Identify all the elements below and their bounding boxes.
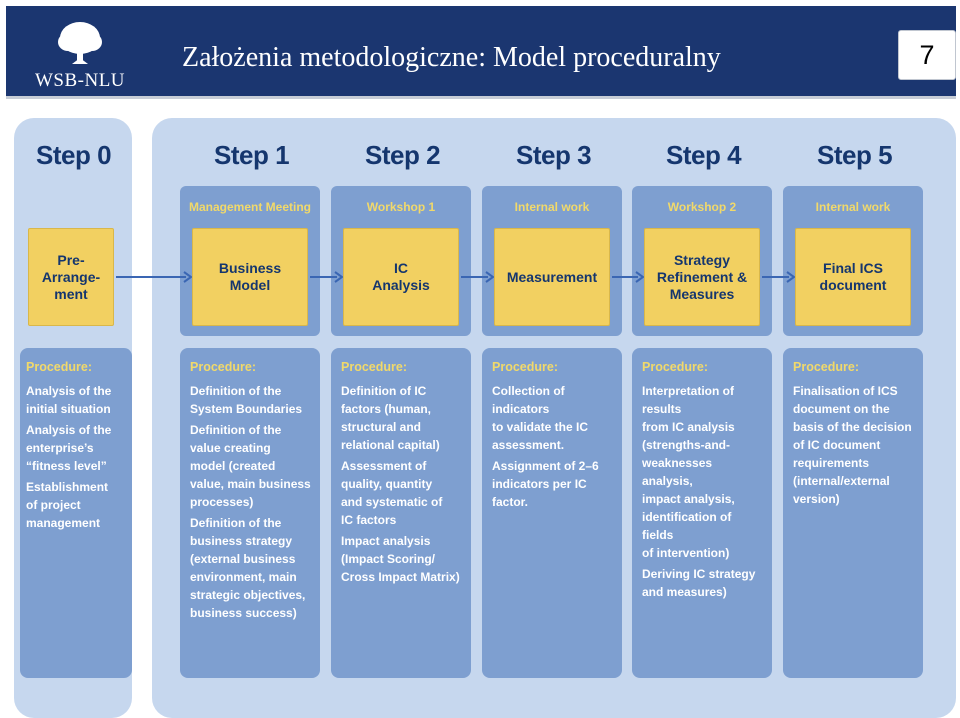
procedure-label: Procedure: (793, 360, 859, 374)
procedure-line: business strategy (190, 534, 293, 548)
step-box-line: Measures (669, 285, 735, 302)
step-box (644, 228, 760, 326)
procedure-line: Establishment (26, 480, 109, 494)
step-box-line: Strategy (673, 251, 730, 268)
procedure-label: Procedure: (492, 360, 558, 374)
procedure-line: model (created (190, 459, 276, 473)
procedure-line: factors (human, (341, 402, 432, 416)
logo-text: WSB-NLU (34, 70, 126, 91)
procedure-line: Interpretation of results (642, 384, 734, 416)
step-box-label (42, 252, 100, 303)
step-box (192, 228, 308, 326)
arrow-icon (459, 271, 494, 283)
tree-icon (20, 18, 140, 70)
procedure-line: Definition of the (190, 423, 282, 437)
procedure-line: “fitness level” (26, 459, 107, 473)
procedure-card (20, 348, 132, 678)
step-title: Step 3 (516, 140, 592, 170)
procedure-line: Assessment of (341, 459, 427, 473)
procedure-line: quality, quantity (341, 477, 433, 491)
step-header: Management Meeting (188, 200, 311, 214)
step-box (28, 228, 114, 326)
slide-header (6, 6, 956, 96)
procedure-line: Collection of indicators (492, 384, 565, 416)
procedure-line: and measures) (642, 585, 727, 599)
header-divider (6, 96, 956, 99)
procedure-line: System Boundaries (190, 402, 303, 416)
procedure-line: (internal/external (793, 474, 890, 488)
procedure-card (482, 348, 622, 678)
procedure-line: basis of the decision (793, 420, 912, 434)
procedure-line: requirements (793, 456, 870, 470)
step-title: Step 1 (214, 140, 290, 170)
procedure-line: strategic objectives, (190, 588, 306, 602)
procedure-line: environment, main (190, 570, 297, 584)
procedure-line: structural and (341, 420, 422, 434)
step-header: Workshop 2 (667, 200, 737, 214)
step-box-line: Refinement & (656, 268, 748, 285)
procedure-label: Procedure: (26, 360, 92, 374)
step-box-line: Analysis (372, 277, 430, 293)
step-title: Step 0 (36, 140, 112, 170)
procedure-line: impact analysis, (642, 492, 735, 506)
procedure-card (180, 348, 320, 678)
procedure-line: identification of fields (642, 510, 732, 542)
step-box-line: Arrange- (41, 268, 101, 285)
step-box-label (507, 269, 597, 286)
procedure-line: business success) (190, 606, 297, 620)
step-title: Step 4 (666, 140, 742, 170)
step-box-label (657, 252, 747, 303)
procedure-line: Definition of the (190, 384, 282, 398)
procedure-line: Definition of IC (341, 384, 427, 398)
procedure-line: processes) (190, 495, 254, 509)
procedure-line: (strengths-and- (642, 438, 730, 452)
wsb-nlu-logo (20, 18, 140, 94)
procedure-line: Definition of the (190, 516, 282, 530)
procedure-line: version) (793, 492, 840, 506)
arrow-icon (760, 271, 795, 283)
procedural-model-diagram (0, 110, 960, 716)
procedure-line: Cross Impact Matrix) (341, 570, 460, 584)
page-number: 7 (898, 30, 956, 80)
step-box (494, 228, 610, 326)
step-box-label (372, 260, 430, 294)
procedure-label: Procedure: (642, 360, 708, 374)
procedure-line: value, main business (190, 477, 311, 491)
step-box-line: Business (218, 260, 282, 276)
procedure-line: initial situation (26, 402, 111, 416)
procedure-line: enterprise’s (26, 441, 94, 455)
procedure-line: document on the (793, 402, 890, 416)
arrow-icon (114, 271, 192, 283)
step-box-line: Final ICS (823, 260, 883, 276)
procedure-line: relational capital) (341, 438, 440, 452)
procedure-line: value creating (190, 441, 271, 455)
step-header: Internal work (815, 200, 891, 214)
step-header: Workshop 1 (366, 200, 436, 214)
step-box-line: Measurement (506, 268, 598, 285)
arrow-icon (610, 271, 644, 283)
step-box-line: Model (229, 277, 271, 293)
procedure-line: Impact analysis (341, 534, 431, 548)
procedure-line: of project (26, 498, 81, 512)
procedure-line: and systematic of (341, 495, 443, 509)
procedure-line: management (26, 516, 101, 530)
procedure-line: Analysis of the (26, 384, 112, 398)
procedure-line: to validate the IC (492, 420, 589, 434)
procedure-label: Procedure: (190, 360, 256, 374)
procedure-line: (external business (190, 552, 296, 566)
procedure-line: IC factors (341, 513, 397, 527)
arrow-icon (308, 271, 343, 283)
step-box-line: IC (394, 260, 408, 276)
procedure-line: assessment. (492, 438, 565, 452)
step-box-line: Pre- (57, 251, 85, 268)
procedure-line: (Impact Scoring/ (341, 552, 436, 566)
procedure-line: of intervention) (642, 546, 730, 560)
procedure-line: from IC analysis (642, 420, 735, 434)
procedure-card (632, 348, 772, 678)
procedure-line: Deriving IC strategy (642, 567, 756, 581)
procedure-line: indicators per IC factor. (492, 477, 587, 509)
procedure-line: weaknesses analysis, (642, 456, 713, 488)
step-box-line: ment (54, 285, 88, 302)
step-box (795, 228, 911, 326)
step-title: Step 2 (365, 140, 441, 170)
procedure-line: Assignment of 2–6 (492, 459, 599, 473)
step-title: Step 5 (817, 140, 893, 170)
procedure-line: of IC document (793, 438, 881, 452)
step-box-label (219, 260, 281, 294)
procedure-card (783, 348, 923, 678)
step-header: Internal work (514, 200, 590, 214)
procedure-label: Procedure: (341, 360, 407, 374)
procedure-card (331, 348, 471, 678)
step-box-line: document (819, 277, 887, 293)
procedure-line: Analysis of the (26, 423, 112, 437)
step-box (343, 228, 459, 326)
step-box-label (820, 260, 887, 294)
slide-title: Założenia metodologiczne: Model proceduralny (182, 42, 721, 73)
procedure-line: Finalisation of ICS (793, 384, 898, 398)
